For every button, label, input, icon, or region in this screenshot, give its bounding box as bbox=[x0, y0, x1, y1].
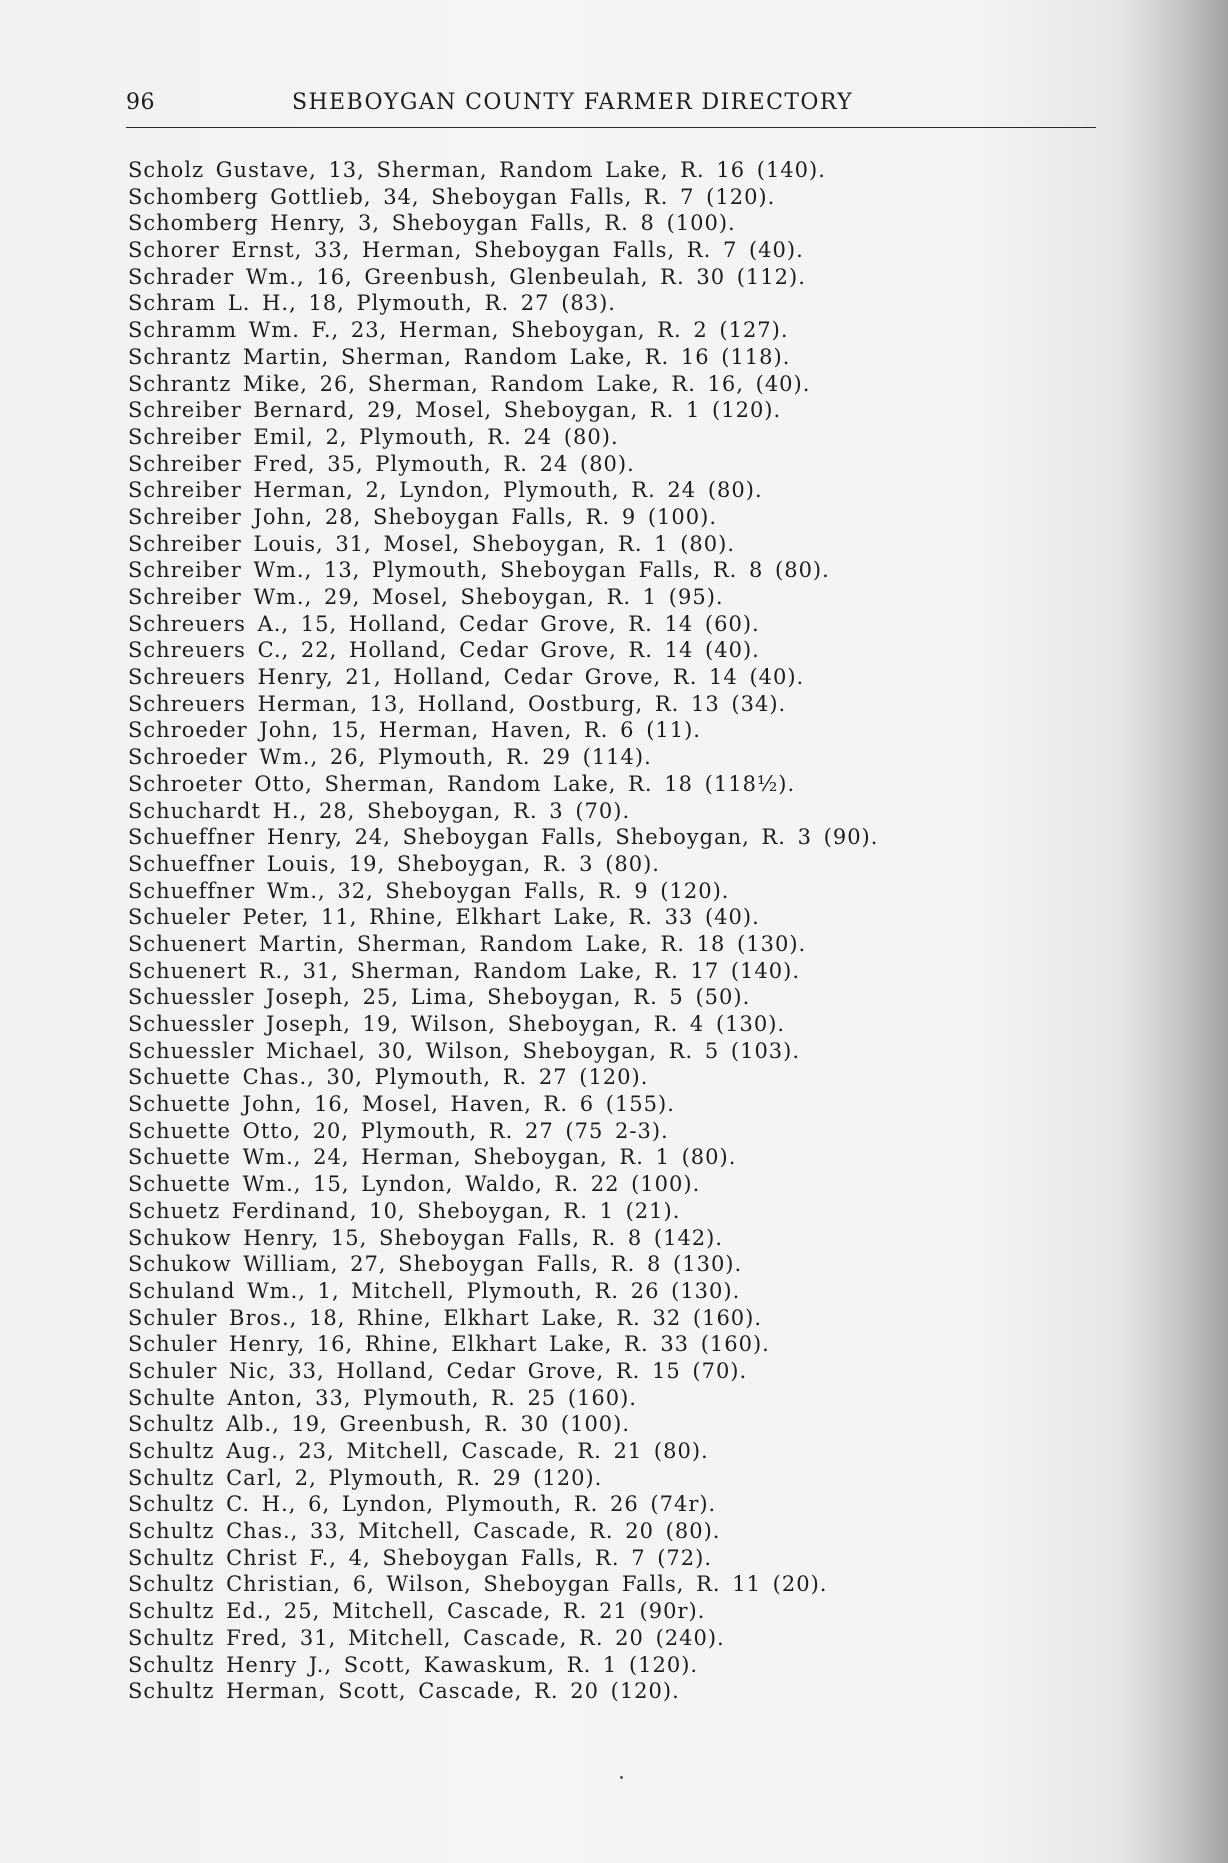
page-edge-shadow bbox=[1118, 0, 1228, 1863]
directory-entry: Schueler Peter, 11, Rhine, Elkhart Lake, R. 33 (40). bbox=[128, 905, 760, 930]
directory-entry: Schultz Christian, 6, Wilson, Sheboygan Falls, R. 11 (20). bbox=[128, 1572, 828, 1597]
directory-entry: Schuler Henry, 16, Rhine, Elkhart Lake, R. 33 (160). bbox=[128, 1332, 770, 1357]
directory-entry: Schrantz Martin, Sherman, Random Lake, R. 16 (118). bbox=[128, 344, 791, 369]
directory-entry: Schuette Wm., 24, Herman, Sheboygan, R. 1 (80). bbox=[128, 1145, 737, 1170]
directory-entry: Schomberg Henry, 3, Sheboygan Falls, R. 8 (100). bbox=[128, 211, 736, 236]
directory-entry: Schroeter Otto, Sherman, Random Lake, R. 18 (118½). bbox=[128, 771, 796, 796]
directory-entry: Schreuers A., 15, Holland, Cedar Grove, R. 14 (60). bbox=[128, 611, 760, 636]
directory-entry: Schrantz Mike, 26, Sherman, Random Lake, R. 16, (40). bbox=[128, 371, 811, 396]
directory-entry: Schultz Henry J., Scott, Kawaskum, R. 1 (120). bbox=[128, 1652, 699, 1677]
directory-entry: Schueffner Louis, 19, Sheboygan, R. 3 (80). bbox=[128, 851, 660, 876]
directory-entry: Schramm Wm. F., 23, Herman, Sheboygan, R. 2 (127). bbox=[128, 318, 789, 343]
directory-entry: Schuenert R., 31, Sherman, Random Lake, R. 17 (140). bbox=[128, 958, 801, 983]
directory-entry: Schuchardt H., 28, Sheboygan, R. 3 (70). bbox=[128, 798, 631, 823]
directory-entry: Schuessler Joseph, 25, Lima, Sheboygan, R. 5 (50). bbox=[128, 985, 751, 1010]
directory-entry: Schreuers Henry, 21, Holland, Cedar Grove, R. 14 (40). bbox=[128, 665, 805, 690]
directory-entry: Schultz Christ F., 4, Sheboygan Falls, R. 7 (72). bbox=[128, 1545, 713, 1570]
directory-entry: Schueffner Henry, 24, Sheboygan Falls, Sheboygan, R. 3 (90). bbox=[128, 825, 879, 850]
directory-entry: Schultz Carl, 2, Plymouth, R. 29 (120). bbox=[128, 1465, 603, 1490]
directory-entry: Schueffner Wm., 32, Sheboygan Falls, R. 9 (120). bbox=[128, 878, 730, 903]
directory-entry: Schuenert Martin, Sherman, Random Lake, R. 18 (130). bbox=[128, 931, 807, 956]
directory-entry: Schukow Henry, 15, Sheboygan Falls, R. 8 (142). bbox=[128, 1225, 724, 1250]
directory-entry: Schreiber Fred, 35, Plymouth, R. 24 (80). bbox=[128, 451, 635, 476]
directory-entry: Schuler Nic, 33, Holland, Cedar Grove, R. 15 (70). bbox=[128, 1358, 748, 1383]
page-number: 96 bbox=[126, 90, 155, 115]
directory-entry: Schrader Wm., 16, Greenbush, Glenbeulah, R. 30 (112). bbox=[128, 264, 806, 289]
directory-entry: Schroeder John, 15, Herman, Haven, R. 6 (11). bbox=[128, 718, 701, 743]
directory-entry: Schuessler Michael, 30, Wilson, Sheboygan, R. 5 (103). bbox=[128, 1038, 801, 1063]
directory-entry: Schreuers C., 22, Holland, Cedar Grove, R. 14 (40). bbox=[128, 638, 760, 663]
directory-entry: Schreiber John, 28, Sheboygan Falls, R. 9 (100). bbox=[128, 504, 717, 529]
print-speck bbox=[620, 1776, 623, 1779]
directory-entry: Schreuers Herman, 13, Holland, Oostburg, R. 13 (34). bbox=[128, 691, 787, 716]
directory-entry: Schultz Chas., 33, Mitchell, Cascade, R. 20 (80). bbox=[128, 1519, 721, 1544]
directory-entry: Schukow William, 27, Sheboygan Falls, R. 8 (130). bbox=[128, 1252, 743, 1277]
directory-entry-list bbox=[128, 157, 1108, 1705]
directory-entry: Schuette John, 16, Mosel, Haven, R. 6 (155). bbox=[128, 1092, 675, 1117]
directory-entry: Schorer Ernst, 33, Herman, Sheboygan Falls, R. 7 (40). bbox=[128, 238, 804, 263]
directory-entry: Scholz Gustave, 13, Sherman, Random Lake, R. 16 (140). bbox=[128, 158, 826, 182]
directory-entry: Schreiber Emil, 2, Plymouth, R. 24 (80). bbox=[128, 424, 619, 449]
directory-entry: Schomberg Gottlieb, 34, Sheboygan Falls, R. 7 (120). bbox=[128, 184, 776, 209]
directory-entry: Schultz Ed., 25, Mitchell, Cascade, R. 21 (90r). bbox=[128, 1599, 706, 1624]
directory-entry: Schulte Anton, 33, Plymouth, R. 25 (160). bbox=[128, 1385, 637, 1410]
directory-entry: Schuette Wm., 15, Lyndon, Waldo, R. 22 (100). bbox=[128, 1172, 701, 1197]
directory-entry: Schram L. H., 18, Plymouth, R. 27 (83). bbox=[128, 291, 616, 316]
header-rule bbox=[126, 127, 1096, 128]
directory-entry: Schreiber Wm., 13, Plymouth, Sheboygan Falls, R. 8 (80). bbox=[128, 558, 830, 583]
directory-entry: Schuler Bros., 18, Rhine, Elkhart Lake, R. 32 (160). bbox=[128, 1305, 763, 1330]
directory-entry: Schroeder Wm., 26, Plymouth, R. 29 (114). bbox=[128, 745, 652, 770]
directory-entry: Schreiber Louis, 31, Mosel, Sheboygan, R. 1 (80). bbox=[128, 531, 735, 556]
directory-entry: Schultz Fred, 31, Mitchell, Cascade, R. 20 (240). bbox=[128, 1625, 725, 1650]
directory-entry: Schultz C. H., 6, Lyndon, Plymouth, R. 26 (74r). bbox=[128, 1492, 717, 1517]
directory-entry: Schultz Herman, Scott, Cascade, R. 20 (120). bbox=[128, 1679, 680, 1704]
directory-entry: Schreiber Bernard, 29, Mosel, Sheboygan, R. 1 (120). bbox=[128, 398, 782, 423]
directory-entry: Schreiber Herman, 2, Lyndon, Plymouth, R. 24 (80). bbox=[128, 478, 763, 503]
directory-entry: Schreiber Wm., 29, Mosel, Sheboygan, R. 1 (95). bbox=[128, 585, 724, 609]
page-header bbox=[126, 90, 1096, 130]
directory-entry: Schuette Otto, 20, Plymouth, R. 27 (75 2-3). bbox=[128, 1118, 669, 1143]
directory-entry: Schultz Aug., 23, Mitchell, Cascade, R. 21 (80). bbox=[128, 1439, 709, 1463]
directory-entry: Schuessler Joseph, 19, Wilson, Sheboygan, R. 4 (130). bbox=[128, 1012, 786, 1036]
directory-entry: Schultz Alb., 19, Greenbush, R. 30 (100). bbox=[128, 1412, 631, 1437]
directory-entry: Schuetz Ferdinand, 10, Sheboygan, R. 1 (21). bbox=[128, 1198, 681, 1223]
directory-entry: Schuland Wm., 1, Mitchell, Plymouth, R. 26 (130). bbox=[128, 1278, 741, 1303]
running-head-title: SHEBOYGAN COUNTY FARMER DIRECTORY bbox=[292, 90, 854, 115]
directory-entry: Schuette Chas., 30, Plymouth, R. 27 (120). bbox=[128, 1065, 649, 1090]
